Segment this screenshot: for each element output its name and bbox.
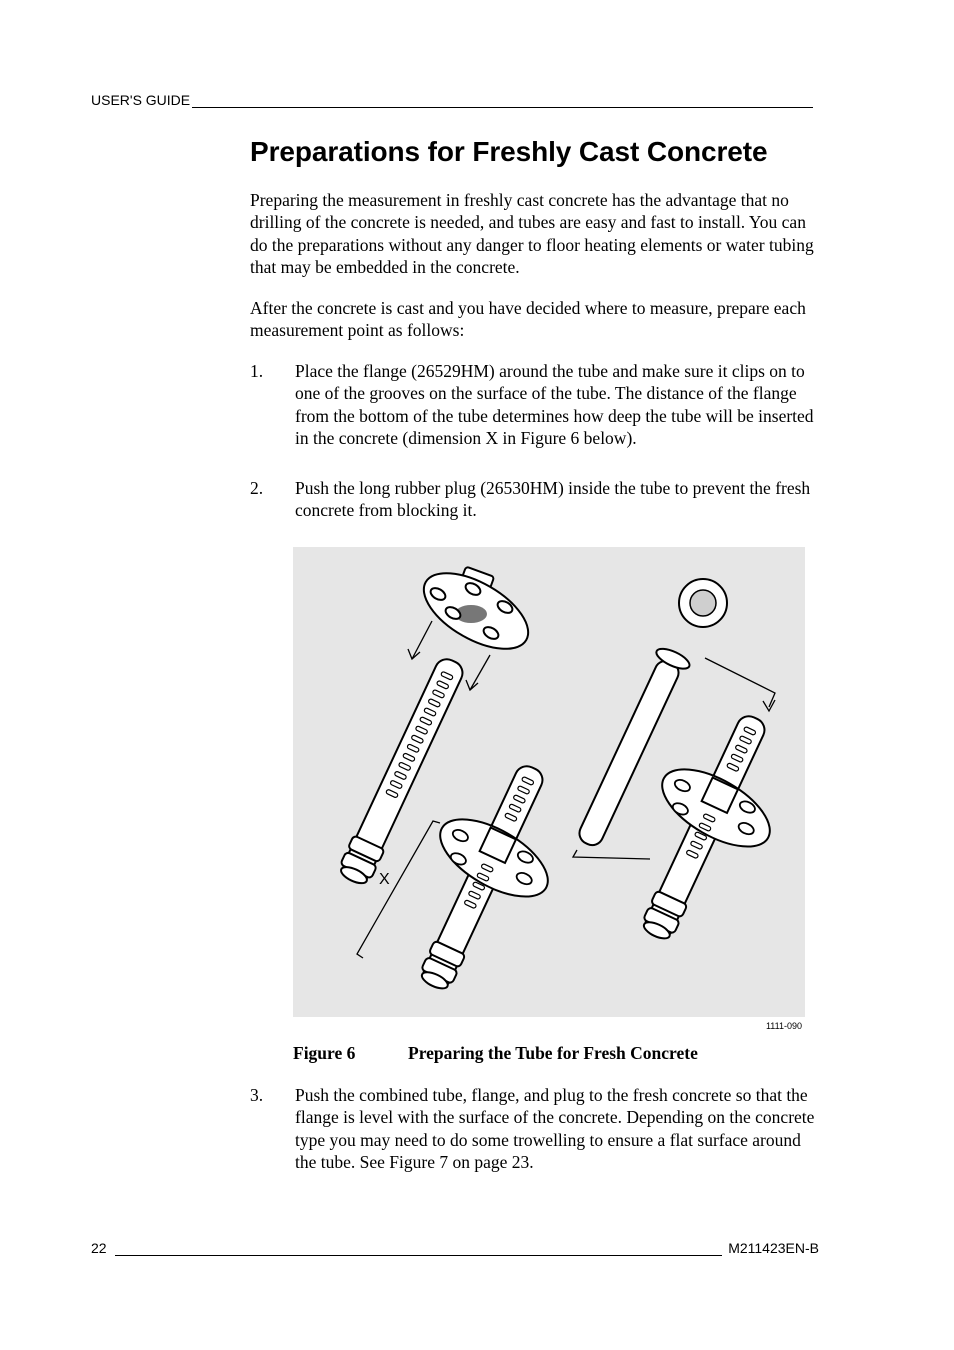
document-code: M211423EN-B bbox=[728, 1240, 819, 1256]
page-header bbox=[91, 92, 813, 108]
page-number: 22 bbox=[91, 1240, 107, 1256]
step-text: Push the combined tube, flange, and plug to the fresh concrete so that the flange is level with the surface of the concrete. Depending on the concrete type you may need to do some trowelling to ensure a flat surface around the tube. See Figure 7 on page 23. bbox=[295, 1085, 815, 1172]
page-footer bbox=[91, 1240, 819, 1256]
step-number: 3. bbox=[250, 1085, 264, 1105]
header-rule bbox=[192, 95, 813, 108]
step-item bbox=[250, 477, 820, 522]
dimension-x-label: X bbox=[379, 871, 390, 888]
figure-caption-label: Figure 6 bbox=[293, 1043, 356, 1063]
figure-caption-title: Preparing the Tube for Fresh Concrete bbox=[408, 1043, 698, 1063]
flange-part bbox=[412, 558, 540, 664]
header-label: USER'S GUIDE bbox=[91, 92, 191, 108]
step-text: Place the flange (26529HM) around the tube and make sure it clips on to one of the grooves on the surface of the tube. The distance of the flange from the bottom of the tube determines how deep the tube will be inserted in the concrete (dimension X in Figure 6 below). bbox=[295, 361, 814, 448]
step-number: 2. bbox=[250, 478, 264, 498]
figure-code: 1111-090 bbox=[765, 1021, 802, 1031]
step-item bbox=[250, 360, 820, 449]
intro-paragraph: Preparing the measurement in freshly cast concrete has the advantage that no drilling of the concrete is needed, and tubes are easy and fast to install. You can do the preparations without any danger to floor heating elements or water tubing that may be embedded in the concrete. bbox=[250, 190, 814, 277]
step-number: 1. bbox=[250, 361, 264, 381]
section-title: Preparations for Freshly Cast Concrete bbox=[250, 136, 768, 167]
tube-assembly-illustration bbox=[293, 547, 805, 1017]
step-text: Push the long rubber plug (26530HM) inside the tube to prevent the fresh concrete from blocking it. bbox=[295, 478, 811, 521]
steps-intro-paragraph: After the concrete is cast and you have decided where to measure, prepare each measurement point as follows: bbox=[250, 298, 806, 341]
footer-rule bbox=[115, 1243, 723, 1256]
step-item bbox=[250, 1084, 820, 1173]
figure-caption bbox=[293, 1043, 698, 1064]
figure-illustration bbox=[293, 547, 805, 1017]
